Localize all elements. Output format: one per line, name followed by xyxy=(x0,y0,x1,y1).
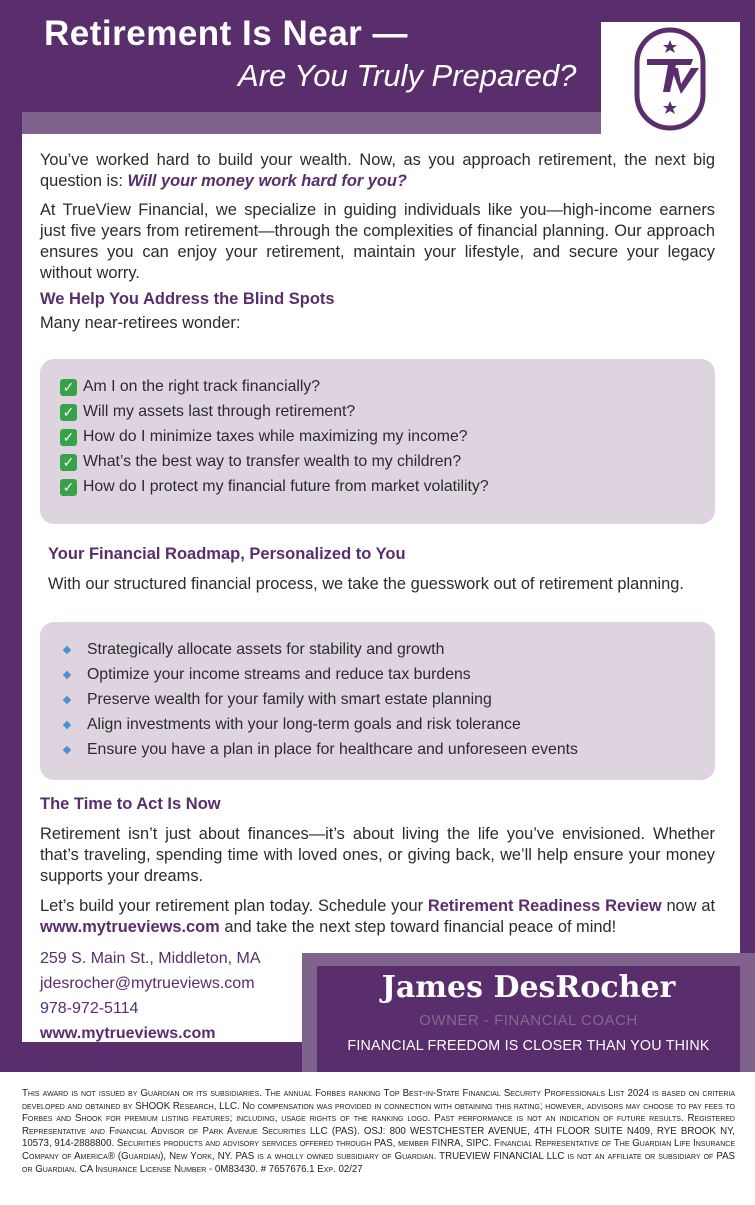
question-item xyxy=(60,428,468,446)
intro-paragraph-1 xyxy=(40,150,715,192)
question-text: What’s the best way to transfer wealth to my children? xyxy=(83,453,462,470)
roadmap-heading: Your Financial Roadmap, Personalized to You xyxy=(48,545,406,563)
question-item xyxy=(60,453,461,471)
cta-text-start: Let’s build your retirement plan today. Schedule your xyxy=(40,897,424,915)
act-now-heading: The Time to Act Is Now xyxy=(40,795,221,813)
check-icon: ✓ xyxy=(60,379,77,396)
blind-spots-lead: Many near-retirees wonder: xyxy=(40,314,241,332)
diamond-bullet-icon xyxy=(63,696,71,704)
phone-link[interactable]: 978-972-5114 xyxy=(40,1000,139,1017)
address: 259 S. Main St., Middleton, MA xyxy=(40,950,261,967)
page-title: Retirement Is Near — xyxy=(44,14,409,53)
roadmap-text: Preserve wealth for your family with smart estate planning xyxy=(87,691,492,708)
trueview-star-shield-icon xyxy=(601,22,740,134)
readiness-review-label: Retirement Readiness Review xyxy=(427,897,662,915)
blind-spots-heading: We Help You Address the Blind Spots xyxy=(40,290,335,308)
check-icon: ✓ xyxy=(60,429,77,446)
cta-text-end: and take the next step toward financial peace of mind! xyxy=(224,918,617,936)
intro-text: You’ve worked hard to build your wealth. Now, as you approach retirement, the next big question is: xyxy=(40,151,715,190)
roadmap-text: Strategically allocate assets for stability and growth xyxy=(87,641,445,658)
diamond-bullet-icon xyxy=(63,646,71,654)
advisor-role: OWNER - FINANCIAL COACH xyxy=(419,1012,638,1029)
question-text: How do I protect my financial future from market volatility? xyxy=(83,478,489,495)
check-icon: ✓ xyxy=(60,479,77,496)
question-item xyxy=(60,378,320,396)
diamond-bullet-icon xyxy=(63,721,71,729)
check-icon: ✓ xyxy=(60,404,77,421)
tagline: FINANCIAL FREEDOM IS CLOSER THAN YOU THINK xyxy=(347,1038,710,1054)
page-subtitle: Are You Truly Prepared? xyxy=(238,58,577,93)
intro-emphasis: Will your money work hard for you? xyxy=(127,172,407,190)
diamond-bullet-icon xyxy=(63,746,71,754)
roadmap-text: Align investments with your long-term goals and risk tolerance xyxy=(87,716,521,733)
cta-text-mid: now at xyxy=(666,897,715,915)
question-item xyxy=(60,403,355,421)
check-icon: ✓ xyxy=(60,454,77,471)
roadmap-lead: With our structured financial process, we take the guesswork out of retirement planning. xyxy=(48,575,684,593)
roadmap-item xyxy=(60,716,521,734)
question-text: Am I on the right track financially? xyxy=(83,378,321,395)
roadmap-item xyxy=(60,666,471,684)
act-now-paragraph-1: Retirement isn’t just about finances—it’s about living the life you’ve envisioned. Whether that’s traveling, spending time with loved ones, or giving back, we’ll help ensure your money supports your dreams. xyxy=(40,825,715,885)
roadmap-item xyxy=(60,691,492,709)
website-link[interactable]: www.mytrueviews.com xyxy=(40,1025,216,1042)
roadmap-item xyxy=(60,641,444,659)
act-now-paragraph-2 xyxy=(40,896,715,938)
roadmap-text: Ensure you have a plan in place for healthcare and unforeseen events xyxy=(87,741,578,758)
diamond-bullet-icon xyxy=(63,671,71,679)
advisor-name: James DesRocher xyxy=(381,970,676,1005)
website-link-inline[interactable]: www.mytrueviews.com xyxy=(40,918,220,936)
email-link[interactable]: jdesrocher@mytrueviews.com xyxy=(40,975,255,992)
legal-disclaimer: This award is not issued by Guardian or its subsidiaries. The annual Forbes ranking Top Best-in-State Financial Security Professionals List 2024 is based on criteria developed and obtained by SHOOK Research, LLC. No compensation was provided in connection with obtaining this rating; however, advisors may choose to pay fees to Forbes and Shook for premium listing features; including, usage rights of the ranking logo. Past performance is not an indication of future results. Registered Representative and Financial Advisor of Park Avenue Securities LLC (PAS). OSJ: 800 WESTCHESTER AVENUE, 4TH FLOOR SUITE N409, RYE BROOK NY, 10573, 914-2888800. Securities products and advisory services offered through PAS, member FINRA, SIPC. Financial Representative of The Guardian Life Insurance Company of America® (Guardian), New York, NY. PAS is a wholly owned subsidiary of Guardian. TRUEVIEW FINANCIAL LLC is not an affiliate or subsidiary of PAS or Guardian. CA Insurance License Number - 0M83430. # 7657676.1 Exp. 02/27 xyxy=(22,1088,735,1175)
roadmap-text: Optimize your income streams and reduce tax burdens xyxy=(87,666,471,683)
question-item xyxy=(60,478,489,496)
question-text: How do I minimize taxes while maximizing my income? xyxy=(83,428,468,445)
header-ledge xyxy=(22,112,601,134)
question-text: Will my assets last through retirement? xyxy=(83,403,356,420)
logo-area xyxy=(601,22,740,134)
roadmap-item xyxy=(60,741,578,759)
intro-paragraph-2: At TrueView Financial, we specialize in guiding individuals like you—high-income earners just five years from retirement—through the complexities of financial planning. Our approach ensures you can enjoy your retirement, maintain your lifestyle, and secure your legacy without worry. xyxy=(40,201,715,282)
